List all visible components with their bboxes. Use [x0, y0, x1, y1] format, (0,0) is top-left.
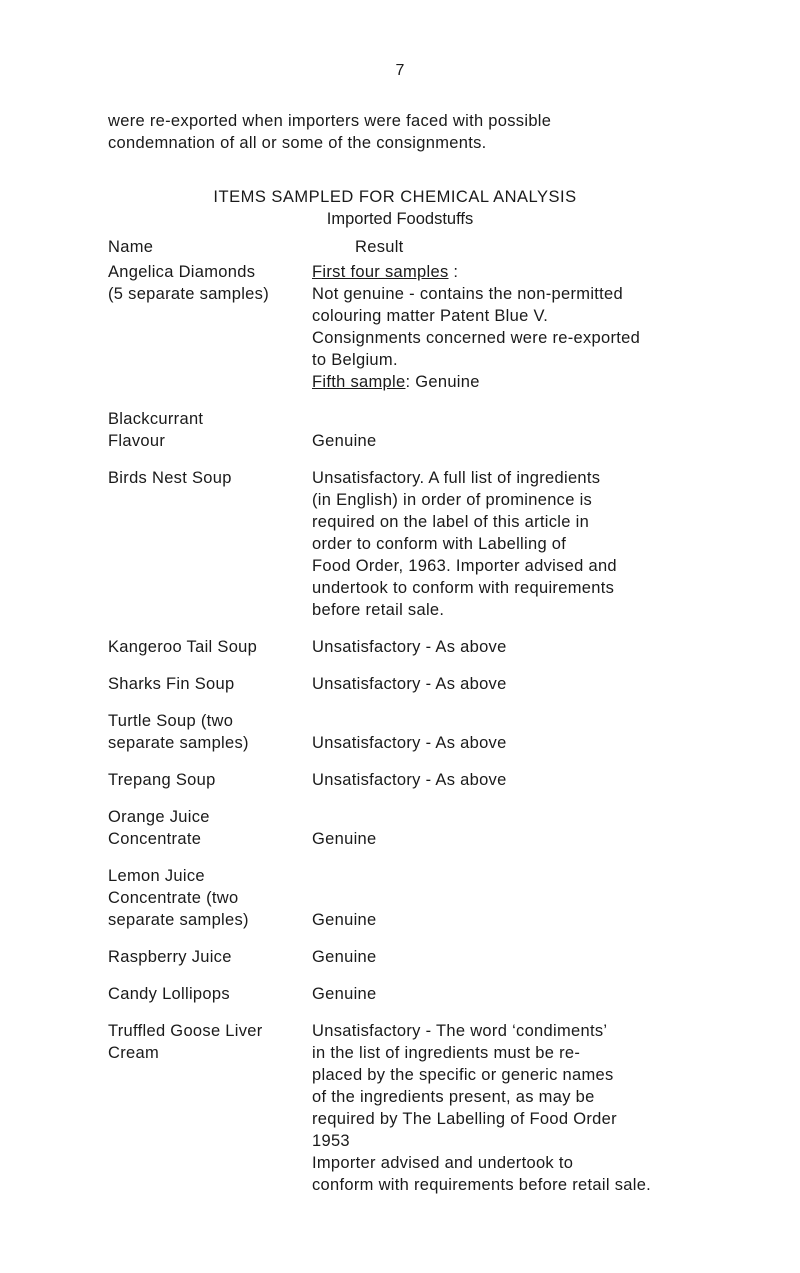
item-result — [312, 467, 788, 621]
item-result — [312, 1020, 788, 1196]
table-row — [108, 946, 788, 968]
result-line: undertook to conform with requirements — [312, 579, 615, 597]
table-row — [108, 983, 788, 1005]
item-name-line: Candy Lollipops — [108, 985, 230, 1003]
item-name-line: Truffled Goose Liver — [108, 1022, 263, 1040]
result-line — [312, 261, 788, 283]
result-line: order to conform with Labelling of — [312, 535, 567, 553]
result-line: before retail sale. — [312, 601, 445, 619]
intro-line: condemnation of all or some of the consignments. — [108, 134, 487, 152]
column-header-result: Result — [355, 238, 404, 256]
result-line: Unsatisfactory - As above — [312, 771, 507, 789]
heading-title: ITEMS SAMPLED FOR CHEMICAL ANALYSIS — [213, 188, 577, 206]
table-row — [108, 1020, 788, 1196]
table-row — [108, 865, 788, 931]
item-name — [108, 710, 312, 754]
items-table — [108, 261, 788, 1196]
table-row — [108, 636, 788, 658]
item-name-line: Blackcurrant — [108, 410, 204, 428]
table-row — [108, 710, 788, 754]
item-name — [108, 636, 312, 658]
item-name-line: Turtle Soup (two — [108, 712, 234, 730]
item-name-line: (5 separate samples) — [108, 285, 269, 303]
result-line: Consignments concerned were re-exported — [312, 329, 641, 347]
item-name — [108, 983, 312, 1005]
result-line: Importer advised and undertook to — [312, 1154, 574, 1172]
intro-paragraph — [108, 110, 748, 154]
item-name — [108, 806, 312, 850]
page-number: 7 — [395, 62, 405, 79]
item-name — [108, 408, 312, 452]
item-name-line: Trepang Soup — [108, 771, 216, 789]
item-name-line: Flavour — [108, 432, 166, 450]
underlined-label: First four samples — [312, 263, 449, 281]
item-name-line: Angelica Diamonds — [108, 263, 256, 281]
table-row — [108, 467, 788, 621]
item-name — [108, 946, 312, 968]
result-line: (in English) in order of prominence is — [312, 491, 593, 509]
table-row — [108, 261, 788, 393]
table-row — [108, 806, 788, 850]
item-name-line: Sharks Fin Soup — [108, 675, 235, 693]
result-line: Genuine — [312, 432, 377, 450]
item-name — [108, 467, 312, 621]
item-name-line: Birds Nest Soup — [108, 469, 232, 487]
item-result — [312, 983, 788, 1005]
result-line: Unsatisfactory - As above — [312, 675, 507, 693]
result-line: Genuine — [312, 830, 377, 848]
heading-subtitle: Imported Foodstuffs — [326, 210, 474, 228]
result-line: Food Order, 1963. Importer advised and — [312, 557, 617, 575]
item-name-line: Raspberry Juice — [108, 948, 232, 966]
item-result — [312, 865, 788, 931]
result-line: Unsatisfactory - The word ‘condiments’ — [312, 1022, 608, 1040]
result-line: in the list of ingredients must be re- — [312, 1044, 581, 1062]
item-name — [108, 673, 312, 695]
item-name-line: Concentrate (two — [108, 889, 239, 907]
label-suffix: : — [448, 263, 459, 281]
item-result — [312, 408, 788, 452]
table-row — [108, 673, 788, 695]
result-line: 1953 — [312, 1132, 350, 1150]
item-result — [312, 769, 788, 791]
table-row — [108, 408, 788, 452]
item-name-line: Orange Juice — [108, 808, 210, 826]
item-name — [108, 769, 312, 791]
result-line: Genuine — [312, 911, 377, 929]
item-result — [312, 710, 788, 754]
item-name — [108, 865, 312, 931]
result-line: to Belgium. — [312, 351, 398, 369]
item-result — [312, 673, 788, 695]
item-name-line: Lemon Juice — [108, 867, 205, 885]
result-line: Unsatisfactory - As above — [312, 734, 507, 752]
intro-line: were re-exported when importers were faced with possible — [108, 112, 552, 130]
result-line: required by The Labelling of Food Order — [312, 1110, 617, 1128]
underlined-label: Fifth sample — [312, 373, 406, 391]
result-line: Unsatisfactory - As above — [312, 638, 507, 656]
item-result — [312, 946, 788, 968]
item-result — [312, 261, 788, 393]
item-name-line: Concentrate — [108, 830, 202, 848]
result-line — [312, 371, 788, 393]
section-heading — [0, 186, 800, 230]
item-name-line: Kangeroo Tail Soup — [108, 638, 258, 656]
result-line: Genuine — [312, 985, 377, 1003]
item-name-line: separate samples) — [108, 734, 249, 752]
result-line: required on the label of this article in — [312, 513, 590, 531]
item-name-line: Cream — [108, 1044, 160, 1062]
result-line: of the ingredients present, as may be — [312, 1088, 595, 1106]
item-result — [312, 806, 788, 850]
result-line: Not genuine - contains the non-permitted — [312, 285, 624, 303]
label-suffix: : Genuine — [405, 373, 480, 391]
table-row — [108, 769, 788, 791]
result-line: placed by the specific or generic names — [312, 1066, 614, 1084]
column-header-name: Name — [108, 238, 154, 256]
item-result — [312, 636, 788, 658]
item-name — [108, 1020, 312, 1196]
result-line: Unsatisfactory. A full list of ingredients — [312, 469, 601, 487]
result-line: Genuine — [312, 948, 377, 966]
item-name — [108, 261, 312, 393]
result-line: colouring matter Patent Blue V. — [312, 307, 549, 325]
result-line: conform with requirements before retail sale. — [312, 1176, 652, 1194]
item-name-line: separate samples) — [108, 911, 249, 929]
